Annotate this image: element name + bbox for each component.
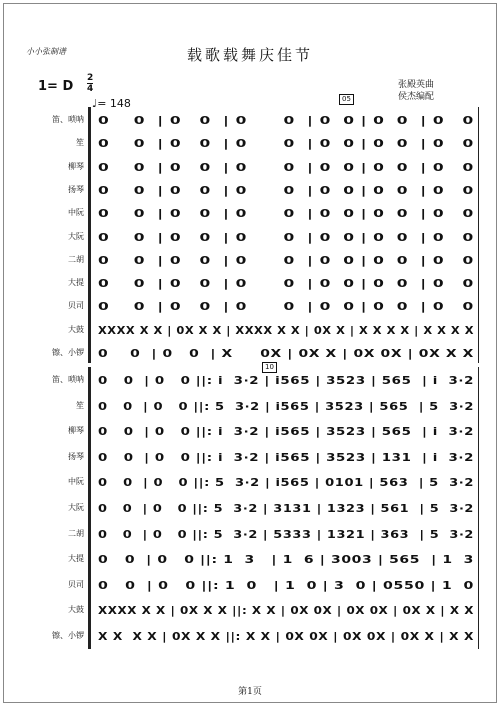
notation-text: 0 0 | 0 0 ||: 5 3·2 | 5333 | 1321 | 363 | 5 3·2	[98, 527, 474, 541]
rehearsal-mark-2: 10	[262, 362, 277, 373]
instrument-label: 大提	[68, 278, 84, 288]
instrument-label: 柳琴	[68, 426, 84, 436]
rehearsal-mark-1: 05	[339, 94, 354, 105]
notation-text: 0 0 | 0 0 | 0 0 | 0 0 | 0 0 | 0 0	[98, 230, 474, 244]
notation-text: XXXX X X | 0X X X | XXXX X X | 0X X | X X X X | X X X X	[98, 323, 474, 337]
instrument-label: 二胡	[68, 254, 84, 264]
system-end-barline	[478, 367, 479, 649]
notation-text: 0 0 | 0 0 | 0 0 | 0 0 | 0 0 | 0 0	[98, 160, 474, 174]
time-signature	[87, 73, 93, 94]
instrument-label: 笛、唢呐	[52, 375, 84, 384]
instrument-label: 扬琴	[68, 451, 84, 461]
notation-text: XXXX X X | 0X X X ||: X X | 0X 0X | 0X 0X | 0X X | X X	[98, 604, 474, 618]
instrument-label: 大阮	[68, 231, 84, 241]
instrument-label: 笙	[76, 400, 84, 410]
instrument-label: 镲、小锣	[52, 348, 84, 357]
notation-text: 0 0 | 0 0 | 0 0 | 0 0 | 0 0 | 0 0	[98, 137, 474, 151]
instrument-label: 中阮	[68, 477, 84, 487]
credits	[398, 79, 434, 103]
time-signature-top: 2	[87, 73, 94, 83]
notation-text: 0 0 | 0 0 ||: 5 3·2 | 3131 | 1323 | 561 | 5 3·2	[98, 502, 474, 515]
song-title: 载歌载舞庆佳节	[186, 46, 313, 64]
arranger-credit: 侯杰编配	[398, 92, 435, 102]
notation-text: 0 0 | 0 0 ||: 1 0 | 1 0 | 3 0 | 0550 | 1 0	[98, 578, 474, 592]
page-number: 第1页	[238, 687, 262, 697]
instrument-label: 大鼓	[68, 605, 84, 615]
notation-text: 0 0 | 0 0 | 0 0 | 0 0 | 0 0 | 0 0	[98, 277, 474, 291]
notation-text: 0 0 | 0 0 ||: i 3·2 | i565 | 3523 | 131 | i 3·2	[98, 450, 474, 464]
notation-text: X X X X | 0X X X ||: X X | 0X 0X | 0X 0X | 0X X | X X	[98, 630, 474, 643]
tempo-marking: ♩= 148	[92, 97, 131, 110]
notation-text: 0 0 | 0 0 | 0 0 | 0 0 | 0 0 | 0 0	[98, 300, 474, 314]
instrument-label: 二胡	[68, 528, 84, 538]
system-brace	[88, 107, 91, 363]
instrument-label: 大鼓	[68, 324, 84, 334]
instrument-label: 贝司	[68, 579, 84, 589]
notation-text: 0 0 | 0 0 | X 0X | 0X X | 0X 0X | 0X X X	[98, 347, 474, 360]
instrument-label: 大阮	[68, 503, 84, 512]
notation-text: 0 0 | 0 0 ||: 5 3·2 | i565 | 0101 | 563 | 5 3·2	[98, 476, 474, 490]
notation-text: 0 0 | 0 0 | 0 0 | 0 0 | 0 0 | 0 0	[98, 183, 474, 197]
notation-text: 0 0 | 0 0 ||: i 3·2 | i565 | 3523 | 565 | i 3·2	[98, 425, 474, 439]
watermark-text: 小小张制谱	[26, 47, 66, 56]
notation-text: 0 0 | 0 0 ||: i 3·2 | i565 | 3523 | 565 | i 3·2	[98, 374, 474, 387]
notation-text: 0 0 | 0 0 | 0 0 | 0 0 | 0 0 | 0 0	[98, 207, 474, 221]
system-brace	[88, 367, 91, 649]
notation-text: 0 0 | 0 0 | 0 0 | 0 0 | 0 0 | 0 0	[98, 114, 474, 127]
instrument-label: 扬琴	[68, 184, 84, 194]
notation-text: 0 0 | 0 0 ||: 1 3 | 1 6 | 3003 | 565 | 1 3	[98, 553, 474, 567]
notation-text: 0 0 | 0 0 | 0 0 | 0 0 | 0 0 | 0 0	[98, 253, 474, 267]
system-end-barline	[478, 107, 479, 363]
instrument-label: 柳琴	[68, 161, 84, 171]
instrument-label: 笙	[76, 138, 84, 148]
instrument-label: 笛、唢呐	[52, 115, 84, 124]
instrument-label: 镲、小锣	[52, 631, 84, 640]
instrument-label: 贝司	[68, 301, 84, 311]
notation-text: 0 0 | 0 0 ||: 5 3·2 | i565 | 3523 | 565 | 5 3·2	[98, 399, 474, 413]
time-signature-bottom: 4	[87, 84, 94, 94]
composer-credit: 张殿英曲	[398, 80, 435, 90]
instrument-label: 大提	[68, 554, 84, 564]
instrument-label: 中阮	[68, 208, 84, 218]
key-signature: 1= D	[38, 79, 74, 94]
